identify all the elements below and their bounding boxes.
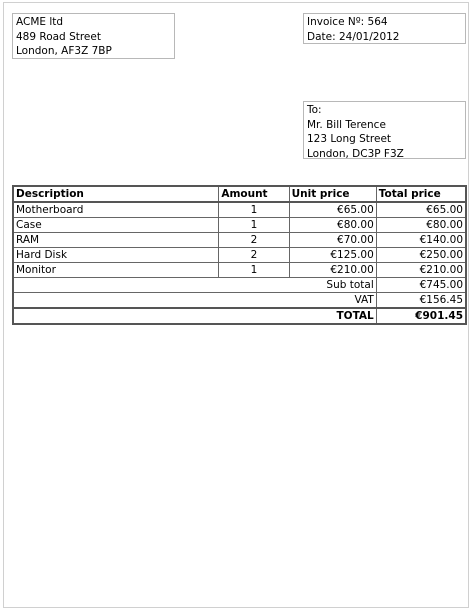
sender-city: London, AF3Z 7BP — [16, 45, 112, 57]
item-amount: 1 — [219, 218, 289, 233]
item-description: Motherboard — [13, 202, 219, 218]
subtotal-row — [13, 278, 466, 293]
recipient-to-label: To: — [307, 104, 322, 116]
subtotal-value: €745.00 — [376, 278, 466, 293]
item-unit-price: €70.00 — [289, 233, 376, 248]
table-header-row — [13, 186, 466, 202]
item-unit-price: €125.00 — [289, 248, 376, 263]
header-amount: Amount — [219, 186, 289, 202]
vat-row — [13, 293, 466, 309]
table-row — [13, 202, 466, 218]
table-row — [13, 248, 466, 263]
item-total-price: €80.00 — [376, 218, 466, 233]
item-total-price: €65.00 — [376, 202, 466, 218]
item-total-price: €210.00 — [376, 263, 466, 278]
total-label: TOTAL — [13, 308, 376, 324]
recipient-street: 123 Long Street — [307, 133, 392, 145]
sender-street: 489 Road Street — [16, 30, 101, 43]
table-row — [13, 263, 466, 278]
recipient-address-box — [303, 101, 466, 159]
item-amount: 2 — [219, 248, 289, 263]
item-unit-price: €210.00 — [289, 263, 376, 278]
sender-address-box — [12, 13, 175, 59]
header-unit-price: Unit price — [289, 186, 376, 202]
header-description: Description — [13, 186, 219, 202]
item-description: RAM — [13, 233, 219, 248]
item-description: Case — [13, 218, 219, 233]
item-description: Monitor — [13, 263, 219, 278]
invoice-page — [3, 2, 469, 608]
invoice-items-table — [12, 185, 467, 325]
item-total-price: €140.00 — [376, 233, 466, 248]
recipient-name: Mr. Bill Terence — [307, 118, 386, 131]
subtotal-label: Sub total — [13, 278, 376, 293]
sender-name: ACME ltd — [16, 16, 64, 28]
invoice-date: Date: 24/01/2012 — [307, 30, 400, 43]
item-amount: 1 — [219, 202, 289, 218]
table-row — [13, 218, 466, 233]
invoice-meta-box — [303, 13, 466, 44]
item-amount: 2 — [219, 233, 289, 248]
item-unit-price: €80.00 — [289, 218, 376, 233]
vat-label: VAT — [13, 293, 376, 309]
header-total-price: Total price — [376, 186, 466, 202]
vat-value: €156.45 — [376, 293, 466, 309]
item-description: Hard Disk — [13, 248, 219, 263]
table-row — [13, 233, 466, 248]
invoice-number: Invoice Nº: 564 — [307, 16, 388, 28]
total-row — [13, 308, 466, 324]
item-amount: 1 — [219, 263, 289, 278]
item-unit-price: €65.00 — [289, 202, 376, 218]
total-value: €901.45 — [376, 308, 466, 324]
item-total-price: €250.00 — [376, 248, 466, 263]
recipient-city: London, DC3P F3Z — [307, 147, 404, 160]
